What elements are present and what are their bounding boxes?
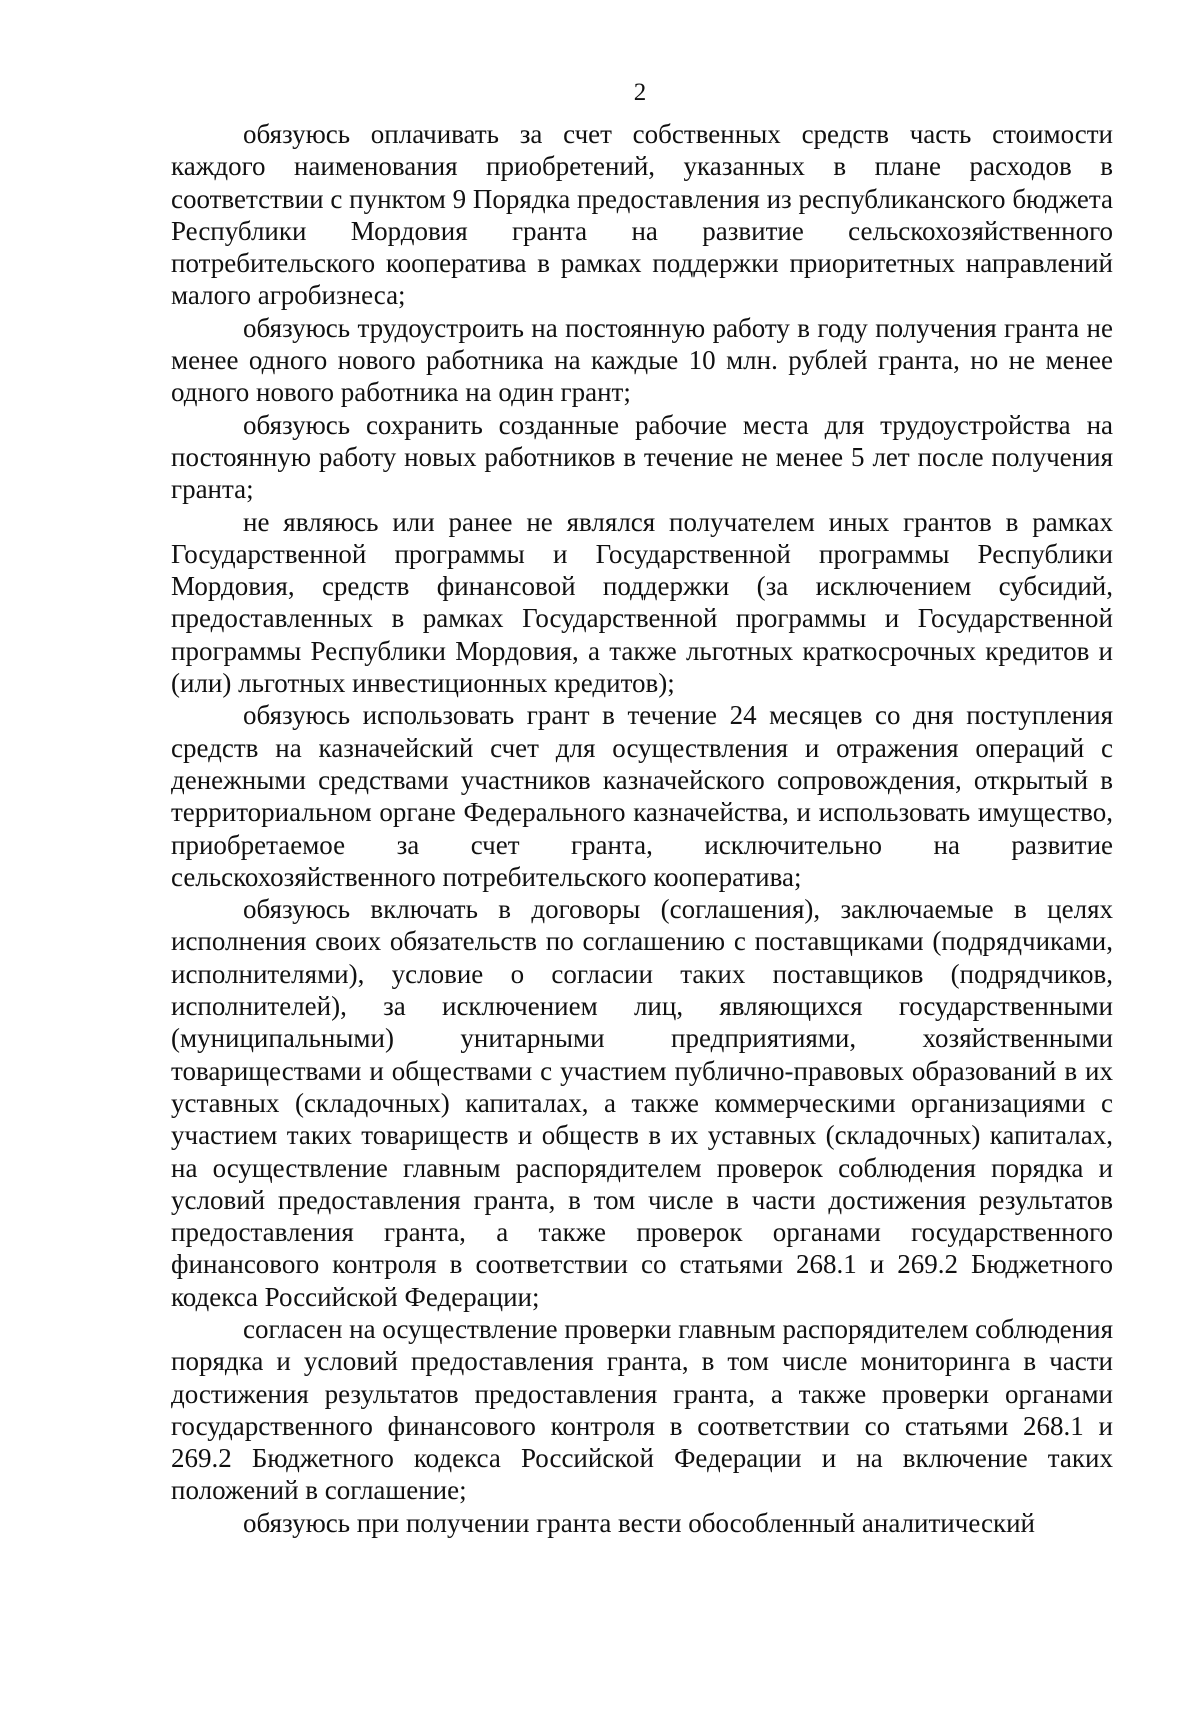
paragraph: обязуюсь оплачивать за счет собственных средств часть стоимости каждого наименования приобретений, указанных в плане расходов в соответствии с пунктом 9 Порядка предоставления из республиканского бюджета Республики Мордовия гранта на развитие сельскохозяйственного потребительского кооператива в рамках поддержки приоритетных направлений малого агробизнеса; bbox=[171, 119, 1113, 311]
document-body bbox=[171, 118, 1113, 1539]
page-number: 2 bbox=[633, 79, 647, 106]
paragraph: согласен на осуществление проверки главным распорядителем соблюдения порядка и условий предоставления гранта, в том числе мониторинга в части достижения результатов предоставления гранта, а также проверки органами государственного финансового контроля в соответствии со статьями 268.1 и 269.2 Бюджетного кодекса Российской Федерации и на включение таких положений в соглашение; bbox=[171, 1313, 1113, 1506]
paragraph: обязуюсь использовать грант в течение 24 месяцев со дня поступления средств на казначейский счет для осуществления и отражения операций с денежными средствами участников казначейского сопровождения, открытый в территориальном органе Федерального казначейства, и использовать имущество, приобретаемое за счет гранта, исключительно на развитие сельскохозяйственного потребительского кооператива; bbox=[171, 700, 1113, 892]
paragraph: обязуюсь сохранить созданные рабочие места для трудоустройства на постоянную работу новых работников в течение не менее 5 лет после получения гранта; bbox=[171, 409, 1113, 505]
paragraph: не являюсь или ранее не являлся получателем иных грантов в рамках Государственной программы и Государственной программы Республики Мордовия, средств финансовой поддержки (за исключением субсидий, предоставленных в рамках Государственной программы и Государственной программы Республики Мордовия, а также льготных краткосрочных кредитов и (или) льготных инвестиционных кредитов); bbox=[171, 506, 1113, 699]
paragraph: обязуюсь трудоустроить на постоянную работу в году получения гранта не менее одного нового работника на каждые 10 млн. рублей гранта, но не менее одного нового работника на один грант; bbox=[171, 312, 1113, 408]
paragraph: обязуюсь включать в договоры (соглашения), заключаемые в целях исполнения своих обязательств по соглашению с поставщиками (подрядчиками, исполнителями), условие о согласии таких поставщиков (подрядчиков, исполнителей), за исключением лиц, являющихся государственными (муниципальными) унитарными предприятиями, хозяйственными товариществами и обществами с участием публично-правовых образований в их уставных (складочных) капиталах, а также коммерческими организациями с участием таких товариществ и обществ в их уставных (складочных) капиталах, на осуществление главным распорядителем проверок соблюдения порядка и условий предоставления гранта, в том числе в части достижения результатов предоставления гранта, а также проверок органами государственного финансового контроля в соответствии со статьями 268.1 и 269.2 Бюджетного кодекса Российской Федерации; bbox=[171, 894, 1113, 1312]
paragraph: обязуюсь при получении гранта вести обособленный аналитический bbox=[243, 1507, 1035, 1538]
